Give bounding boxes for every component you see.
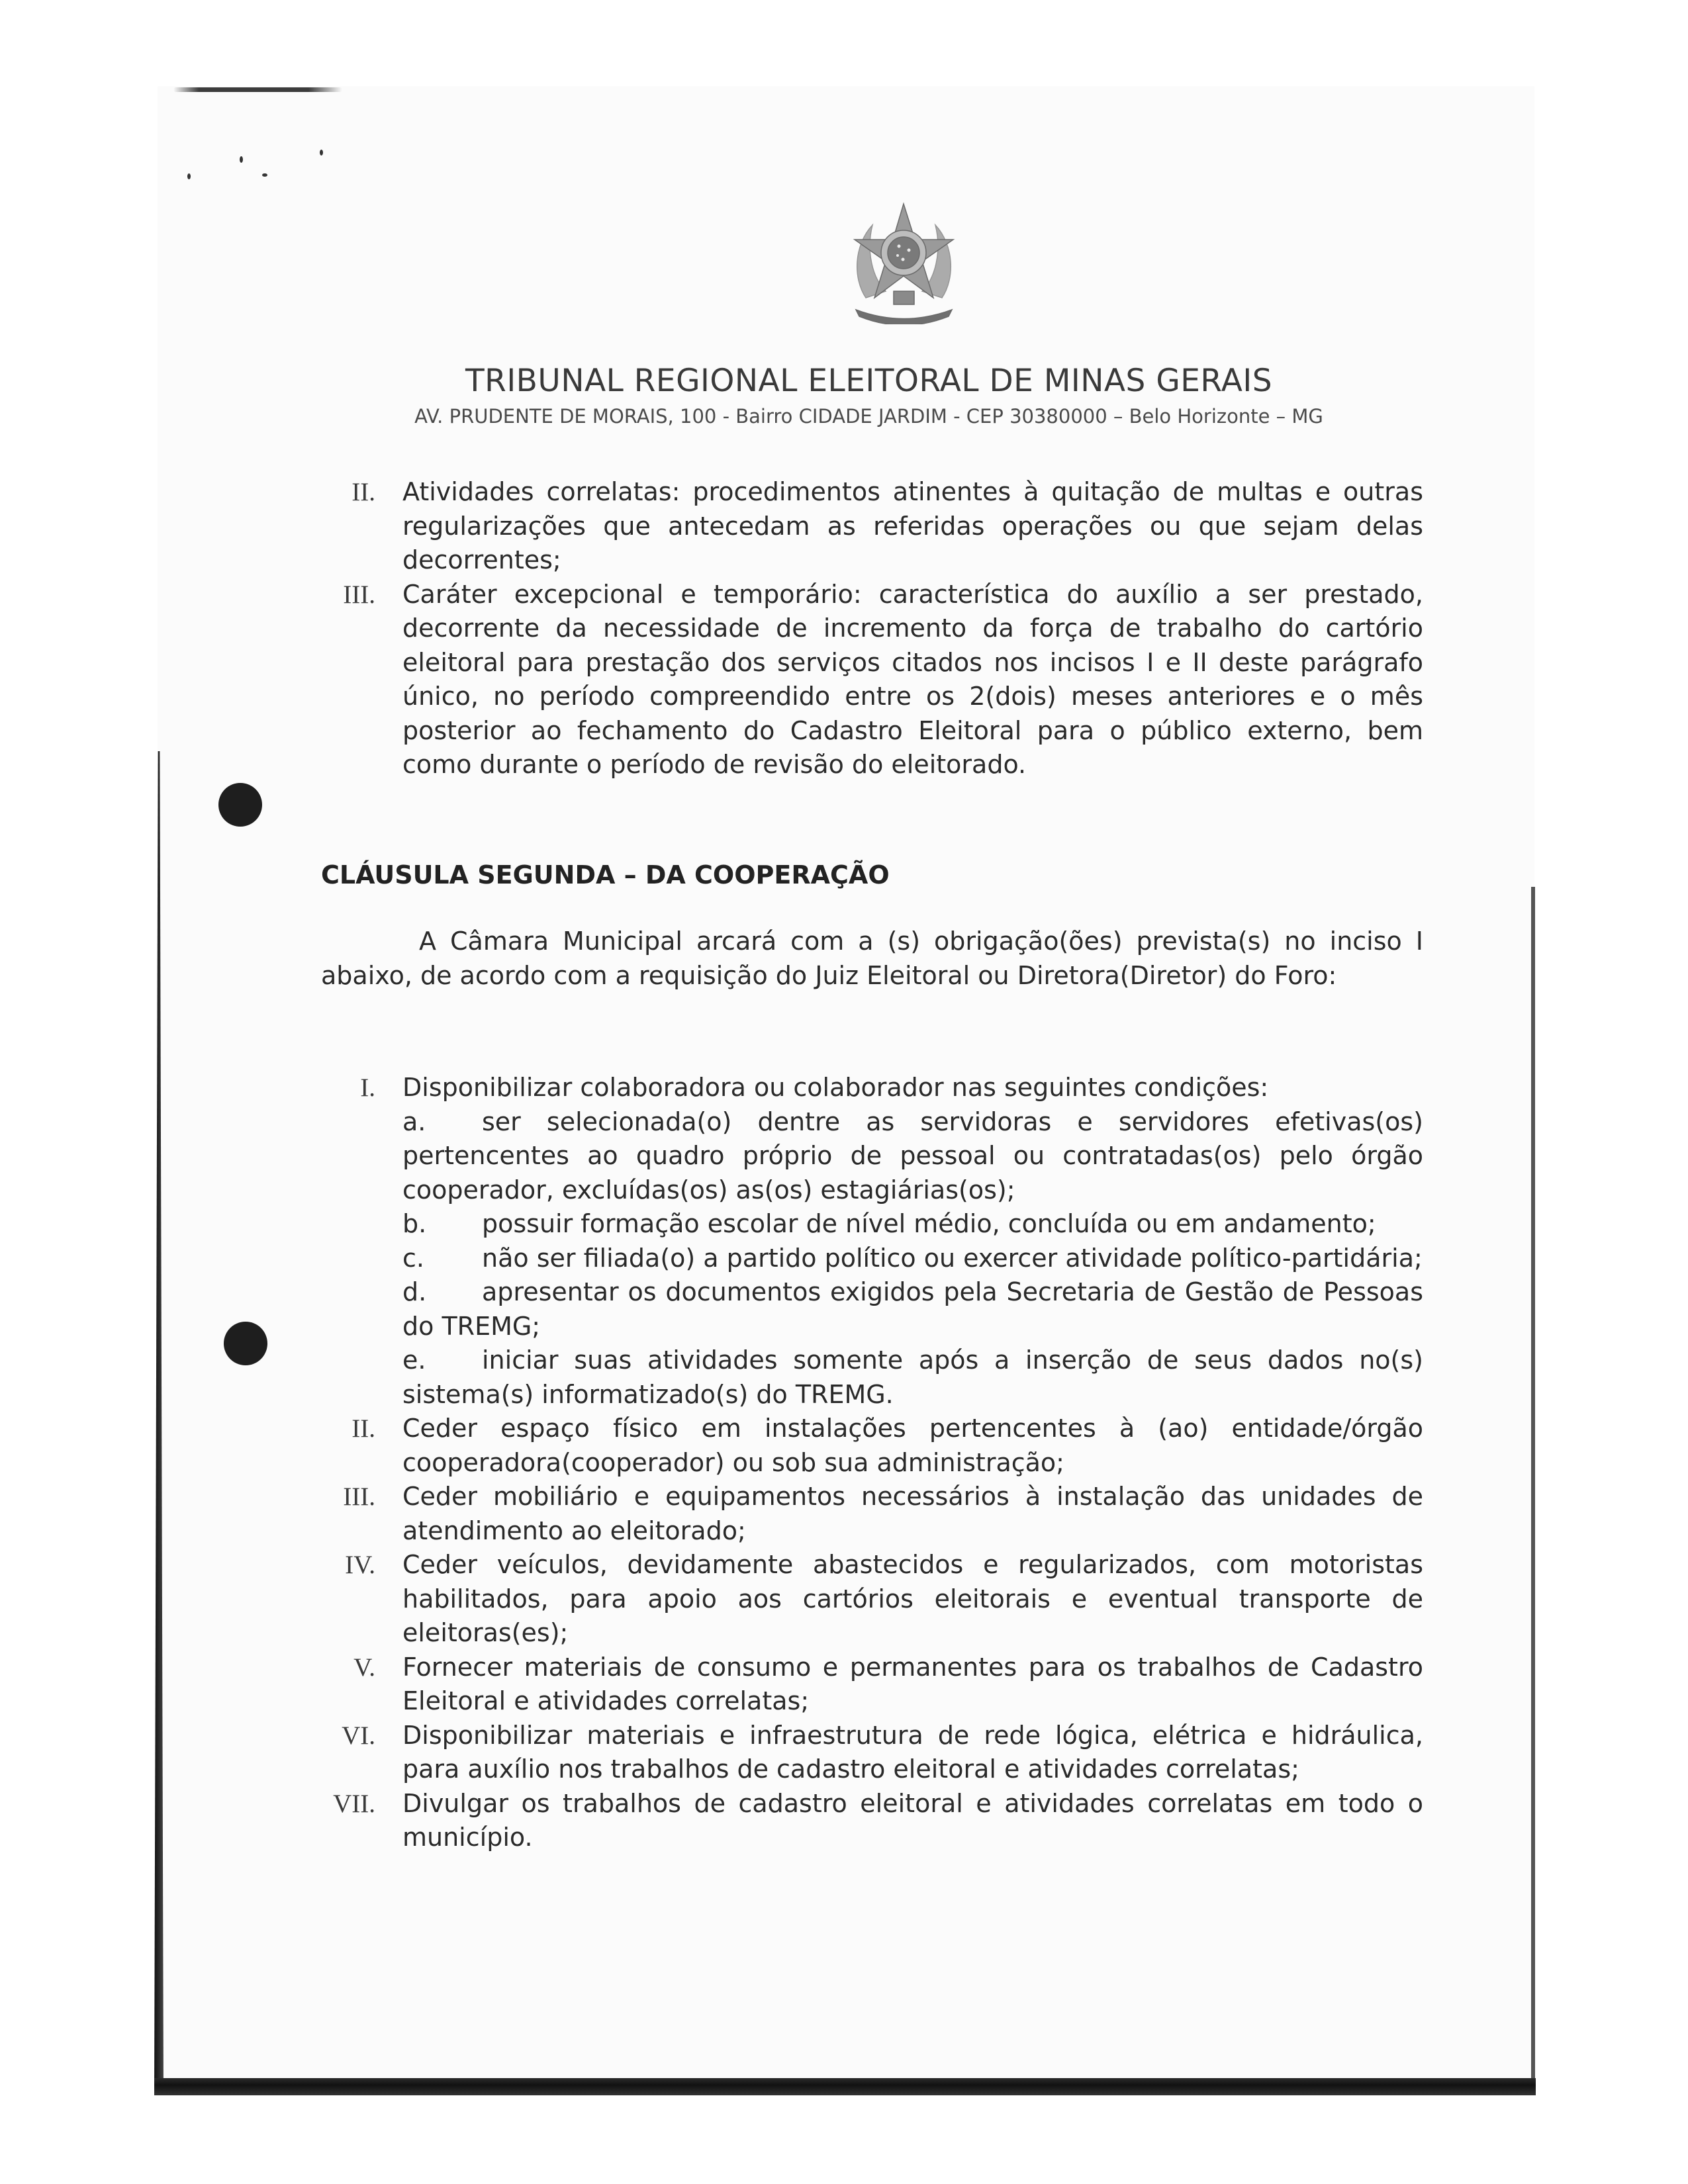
item-number: I. xyxy=(360,1073,375,1102)
list-item xyxy=(321,1719,1423,1787)
item-number: II. xyxy=(352,1414,375,1443)
scan-speck xyxy=(187,173,191,179)
sub-item xyxy=(402,1242,1423,1276)
list-item xyxy=(321,1071,1423,1412)
item-number: II. xyxy=(352,478,375,506)
scan-edge-bottom xyxy=(154,2078,1536,2095)
list-item xyxy=(321,475,1423,578)
institution-name: TRIBUNAL REGIONAL ELEITORAL DE MINAS GERAIS xyxy=(465,363,1273,399)
item-text: Disponibilizar colaboradora ou colaborador nas seguintes condições: xyxy=(402,1073,1269,1102)
item-text: Ceder mobiliário e equipamentos necessários à instalação das unidades de atendimento ao eleitorado; xyxy=(402,1482,1423,1545)
list-item xyxy=(321,578,1423,782)
sub-item-text: iniciar suas atividades somente após a inserção de seus dados no(s) sistema(s) informatizado(s) do TREMG. xyxy=(402,1345,1423,1409)
item-number: IV. xyxy=(345,1551,375,1579)
coat-of-arms-emblem xyxy=(846,199,962,324)
clause-intro-block xyxy=(321,925,1423,993)
sub-item xyxy=(402,1343,1423,1412)
continued-list xyxy=(321,475,1423,782)
list-item xyxy=(321,1548,1423,1651)
sub-item xyxy=(402,1105,1423,1208)
obligations-list xyxy=(321,1071,1423,1855)
sub-item-letter: d. xyxy=(402,1277,427,1306)
scan-speck xyxy=(240,156,243,163)
sub-item-letter: e. xyxy=(402,1345,426,1375)
item-number: VI. xyxy=(342,1721,375,1750)
item-number: III. xyxy=(343,1482,375,1511)
list-item xyxy=(321,1787,1423,1855)
scan-speck xyxy=(262,173,267,177)
item-text: Fornecer materiais de consumo e permanentes para os trabalhos de Cadastro Eleitoral e atividades correlatas; xyxy=(402,1652,1423,1715)
item-text: Divulgar os trabalhos de cadastro eleitoral e atividades correlatas em todo o município. xyxy=(402,1788,1423,1852)
sub-item xyxy=(402,1207,1423,1242)
sub-item-text: apresentar os documentos exigidos pela Secretaria de Gestão de Pessoas do TREMG; xyxy=(402,1277,1423,1341)
punch-hole xyxy=(224,1322,267,1365)
item-number: VII. xyxy=(333,1789,375,1818)
punch-hole xyxy=(218,783,262,827)
item-text: Ceder espaço físico em instalações pertencentes à (ao) entidade/órgão cooperadora(cooperador) ou sob sua administração; xyxy=(402,1414,1423,1477)
item-text: Ceder veículos, devidamente abastecidos e regularizados, com motoristas habilitados, para apoio aos cartórios eleitorais e eventual transporte de eleitoras(es); xyxy=(402,1550,1423,1647)
sub-item xyxy=(402,1275,1423,1343)
sub-item-text: não ser filiada(o) a partido político ou exercer atividade político-partidária; xyxy=(482,1243,1423,1273)
sub-item-letter: b. xyxy=(402,1209,427,1238)
list-item xyxy=(321,1480,1423,1548)
item-number: V. xyxy=(353,1653,375,1682)
scan-edge-right xyxy=(1531,887,1535,2091)
item-text: Caráter excepcional e temporário: característica do auxílio a ser prestado, decorrente da necessidade de incremento da força de trabalho do cartório eleitoral para prestação dos serviços citados nos incisos I e II deste parágrafo único, no período compreendido entre os 2(dois) meses anteriores e o mês posterior ao fechamento do Cadastro Eleitoral para o público externo, bem como durante o período de revisão do eleitorado. xyxy=(402,579,1423,779)
item-number: III. xyxy=(343,580,375,609)
sub-item-letter: c. xyxy=(402,1243,424,1273)
item-text: Disponibilizar materiais e infraestrutura de rede lógica, elétrica e hidráulica, para auxílio nos trabalhos de cadastro eleitoral e atividades correlatas; xyxy=(402,1720,1423,1784)
sub-item-letter: a. xyxy=(402,1107,426,1136)
sub-item-text: ser selecionada(o) dentre as servidoras e servidores efetivas(os) pertencentes ao quadro próprio de pessoal ou contratadas(os) pelo órgão cooperador, excluídas(os) as(os) estagiárias(os); xyxy=(402,1107,1423,1205)
clause-heading: CLÁUSULA SEGUNDA – DA COOPERAÇÃO xyxy=(321,860,890,889)
sub-item-text: possuir formação escolar de nível médio, concluída ou em andamento; xyxy=(482,1209,1376,1238)
institution-address: AV. PRUDENTE DE MORAIS, 100 - Bairro CIDADE JARDIM - CEP 30380000 – Belo Horizonte – MG xyxy=(414,405,1323,428)
clause-intro: A Câmara Municipal arcará com a (s) obrigação(ões) prevista(s) no inciso I abaixo, de acordo com a requisição do Juiz Eleitoral ou Diretora(Diretor) do Foro: xyxy=(321,927,1423,990)
scan-speck xyxy=(320,150,323,156)
item-text: Atividades correlatas: procedimentos atinentes à quitação de multas e outras regularizações que antecedam as referidas operações ou que sejam delas decorrentes; xyxy=(402,477,1423,574)
list-item xyxy=(321,1412,1423,1480)
scan-artifact-streak xyxy=(173,87,342,92)
list-item xyxy=(321,1651,1423,1719)
